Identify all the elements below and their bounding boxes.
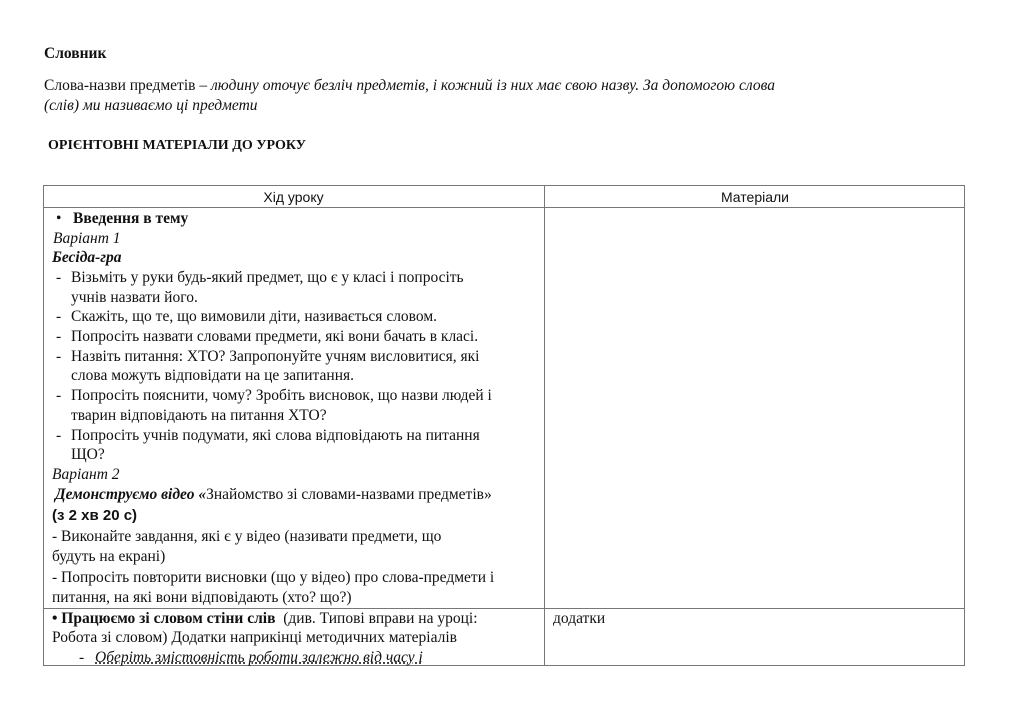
definition-line-2: (слів) ми називаємо ці предмети bbox=[44, 97, 258, 114]
word-wall-text: (див. Типові вправи на уроці: bbox=[275, 610, 478, 627]
dash: - bbox=[56, 269, 62, 286]
variant-1: Варіант 1 bbox=[53, 230, 121, 247]
intro-title: Введення в тему bbox=[73, 210, 189, 227]
video-line bbox=[55, 485, 492, 505]
materials-appendix: додатки bbox=[553, 610, 606, 627]
list-item: Попросіть назвати словами предмети, які вони бачать в класі. bbox=[71, 328, 479, 345]
bullet: • bbox=[56, 210, 62, 227]
word-wall-line-1 bbox=[52, 609, 478, 629]
task-1-cont: будуть на екрані) bbox=[52, 548, 166, 565]
section-title: ОРІЄНТОВНІ МАТЕРІАЛИ ДО УРОКУ bbox=[48, 138, 306, 153]
list-item: Скажіть, що те, що вимовили діти, називається словом. bbox=[71, 308, 438, 325]
dash: - bbox=[79, 649, 85, 666]
dash: - bbox=[56, 328, 62, 345]
list-item: Візьміть у руки будь-який предмет, що є у класі і попросіть bbox=[71, 269, 464, 286]
list-item: тварин відповідають на питання ХТО? bbox=[71, 407, 327, 424]
dash: - bbox=[56, 427, 62, 444]
dash: - bbox=[56, 308, 62, 325]
dash: - bbox=[56, 387, 62, 404]
column-divider bbox=[544, 185, 545, 666]
header-lesson-progress: Хід уроку bbox=[263, 189, 324, 205]
list-item: Попросіть пояснити, чому? Зробіть висновок, що назви людей і bbox=[71, 387, 492, 404]
video-time: (з 2 хв 20 с) bbox=[52, 507, 138, 524]
task-2: - Попросіть повторити висновки (що у відео) про слова-предмети і bbox=[52, 569, 495, 586]
word-wall-title: • Працюємо зі словом стіни слів bbox=[52, 610, 276, 627]
dash: - bbox=[56, 348, 62, 365]
list-item: слова можуть відповідати на це запитання. bbox=[71, 367, 354, 384]
video-label: Демонструємо відео « bbox=[55, 486, 207, 503]
definition-text: – людину оточує безліч предметів, і кожний із них має свою назву. За допомогою слова bbox=[195, 77, 775, 94]
heading: Словник bbox=[44, 45, 107, 62]
list-item: ЩО? bbox=[71, 446, 105, 463]
task-2-cont: питання, на які вони відповідають (хто? що?) bbox=[52, 589, 352, 606]
game-title: Бесіда-гра bbox=[52, 249, 122, 266]
list-item: Попросіть учнів подумати, які слова відповідають на питання bbox=[71, 427, 480, 444]
video-title: Знайомство зі словами-назвами предметів» bbox=[206, 486, 492, 503]
word-wall-line-2: Робота зі словом) Додатки наприкінці методичних матеріалів bbox=[52, 629, 457, 646]
task-1: - Виконайте завдання, які є у відео (називати предмети, що bbox=[52, 528, 442, 545]
list-item: Назвіть питання: ХТО? Запропонуйте учням висловитися, які bbox=[71, 348, 480, 365]
row-divider bbox=[43, 207, 965, 208]
word-wall-item: Оберіть змістовність роботи залежно від часу і bbox=[95, 649, 423, 666]
list-item: учнів назвати його. bbox=[71, 289, 198, 306]
definition-term: Слова-назви предметів bbox=[44, 77, 196, 94]
variant-2: Варіант 2 bbox=[52, 466, 120, 483]
header-materials: Матеріали bbox=[720, 189, 789, 205]
definition-line-1 bbox=[44, 76, 775, 96]
